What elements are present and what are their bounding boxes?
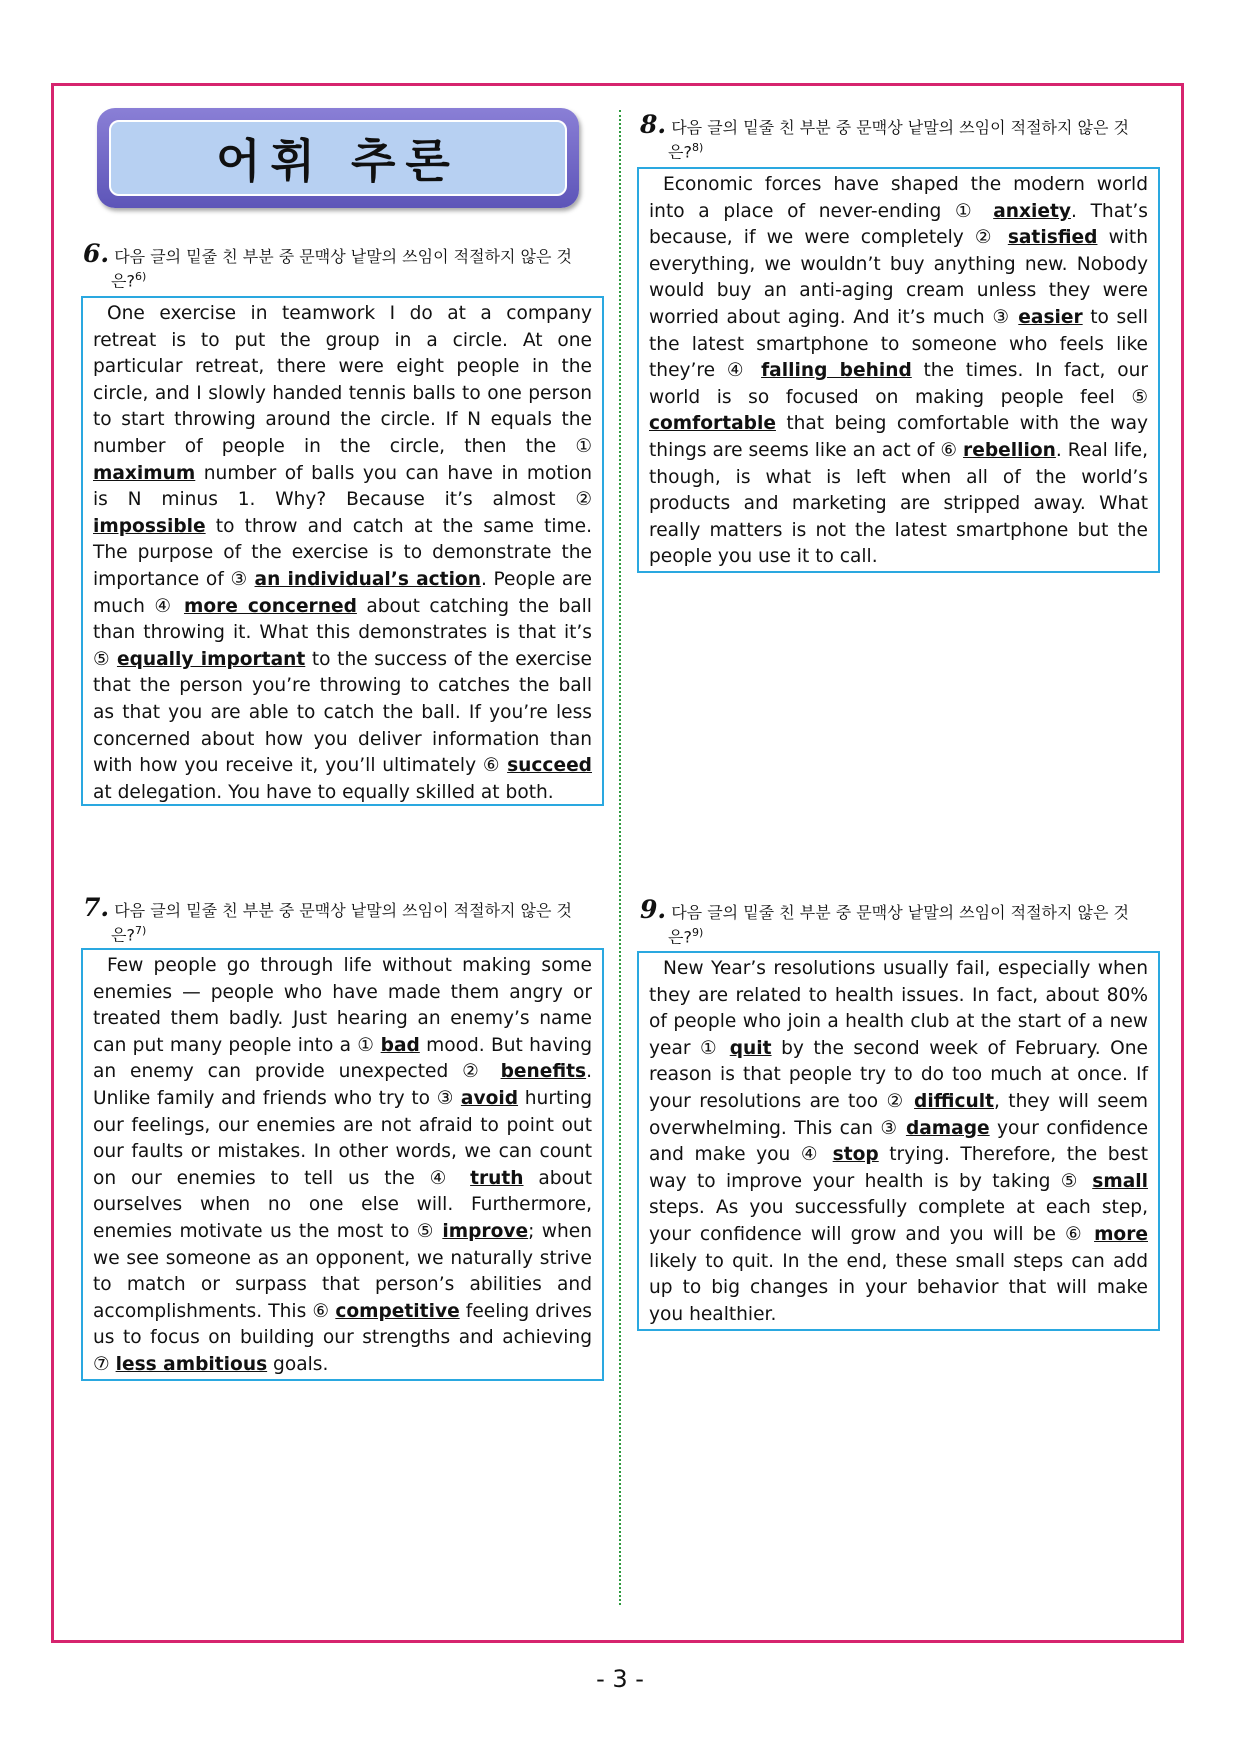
underlined-choice: easier bbox=[1018, 306, 1083, 328]
underlined-choice: truth bbox=[470, 1167, 524, 1189]
section-title-panel bbox=[109, 120, 567, 196]
underlined-choice: anxiety bbox=[993, 200, 1071, 222]
section-title-badge bbox=[97, 108, 579, 208]
question-8-header bbox=[640, 110, 1160, 162]
underlined-choice: impossible bbox=[93, 515, 206, 537]
passage-text: Few people go through life without making some enemies — people who have made them angry or treated them badly. Just hearing an enemy’s name can put many people into a ① bad mood. But having an enemy can provide unexpected ② benefits. Unlike family and friends who try to ③ avoid hurting our feelings, our enemies are not afraid to point out our faults or mistakes. In other words, we can count on our enemies to tell us the ④ truth about ourselves when no one else will. Furthermore, enemies motivate us the most to ⑤ improve; when we see someone as an opponent, we naturally strive to match or surpass that person’s abilities and accomplishments. This ⑥ competitive feeling drives us to focus on building our strengths and achieving ⑦ less ambitious goals. bbox=[93, 955, 593, 1375]
question-number: 7. bbox=[83, 893, 110, 922]
question-8-passage bbox=[637, 167, 1160, 573]
question-prompt: 다음 글의 밑줄 친 부분 중 문맥상 낱말의 쓰임이 적절하지 않은 것 bbox=[671, 118, 1130, 137]
underlined-choice: rebellion bbox=[963, 439, 1056, 461]
underlined-choice: avoid bbox=[460, 1087, 519, 1109]
underlined-choice: comfortable bbox=[649, 413, 776, 435]
underlined-choice: more concerned bbox=[183, 595, 357, 617]
underlined-choice: falling behind bbox=[761, 360, 912, 382]
passage-text: One exercise in teamwork I do at a company retreat is to put the group in a circle. At one particular retreat, there were eight people in the circle, and I slowly handed tennis balls to one person to start throwing around the circle. If N equals the number of people in the circle, then the ① maximum number of balls you can have in motion is N minus 1. Why? Because it’s almost ② impossible to throw and catch at the same time. The purpose of the exercise is to demonstrate the importance of ③ an individual’s action. People are much ④ more concerned about catching the ball than throwing it. What this demonstrates is that it’s ⑤ equally important to the success of the exercise that the person you’re throwing to catches the ball as that you are able to catch the ball. If you’re less concerned about how you deliver information than with how you receive it, you’ll ultimately ⑥ succeed at delegation. You have to equally skilled at both. bbox=[93, 303, 592, 803]
underlined-choice: quit bbox=[729, 1037, 772, 1059]
underlined-choice: more bbox=[1094, 1223, 1148, 1245]
question-6-header bbox=[83, 239, 603, 291]
underlined-choice: less ambitious bbox=[115, 1353, 268, 1375]
underlined-choice: small bbox=[1092, 1170, 1148, 1192]
underlined-choice: competitive bbox=[335, 1300, 460, 1322]
question-9-header bbox=[640, 895, 1160, 947]
page-number: - 3 - bbox=[596, 1665, 644, 1693]
passage-text: Economic forces have shaped the modern world into a place of never-ending ① anxiety. That’s because, if we were completely ② satisfied with everything, we wouldn’t buy anything new. Nobody would buy an anti-aging cream unless they were worried about aging. And it’s much ③ easier to sell the latest smartphone to someone who feels like they’re ④ falling behind the times. In fact, our world is so focused on making people feel ⑤ comfortable that being comfortable with the way things are seems like an act of ⑥ rebellion. Real life, though, is what is left when all of the world’s products and marketing are stripped away. What really matters is not the latest smartphone but the people you use it to call. bbox=[649, 174, 1149, 568]
underlined-choice: stop bbox=[832, 1144, 879, 1166]
underlined-choice: benefits bbox=[500, 1061, 587, 1083]
footnote-ref: 7) bbox=[134, 924, 147, 937]
question-7-passage bbox=[81, 948, 604, 1381]
question-6-passage bbox=[81, 296, 604, 806]
underlined-choice: damage bbox=[905, 1117, 990, 1139]
question-prompt: 다음 글의 밑줄 친 부분 중 문맥상 낱말의 쓰임이 적절하지 않은 것 bbox=[114, 901, 573, 920]
question-number: 6. bbox=[83, 239, 110, 268]
question-number: 9. bbox=[640, 895, 667, 924]
question-prompt: 다음 글의 밑줄 친 부분 중 문맥상 낱말의 쓰임이 적절하지 않은 것 bbox=[114, 247, 573, 266]
question-9-passage bbox=[637, 951, 1160, 1331]
question-prompt-cont: 은? bbox=[668, 927, 692, 947]
question-number: 8. bbox=[640, 110, 667, 139]
footnote-ref: 9) bbox=[691, 926, 704, 939]
question-prompt: 다음 글의 밑줄 친 부분 중 문맥상 낱말의 쓰임이 적절하지 않은 것 bbox=[671, 903, 1130, 922]
footnote-ref: 8) bbox=[691, 141, 704, 154]
section-title: 어휘 추론 bbox=[216, 134, 460, 188]
underlined-choice: succeed bbox=[507, 755, 592, 777]
question-prompt-cont: 은? bbox=[668, 142, 692, 162]
underlined-choice: improve bbox=[442, 1220, 529, 1242]
question-7-header bbox=[83, 893, 603, 945]
underlined-choice: satisfied bbox=[1007, 227, 1098, 249]
underlined-choice: maximum bbox=[93, 462, 196, 484]
question-prompt-cont: 은? bbox=[111, 925, 135, 945]
underlined-choice: equally important bbox=[116, 648, 306, 670]
underlined-choice: difficult bbox=[914, 1090, 994, 1112]
footnote-ref: 6) bbox=[134, 270, 147, 283]
underlined-choice: bad bbox=[380, 1034, 420, 1056]
question-prompt-cont: 은? bbox=[111, 271, 135, 291]
column-divider bbox=[619, 110, 621, 1605]
underlined-choice: an individual’s action bbox=[254, 568, 481, 590]
passage-text: New Year’s resolutions usually fail, especially when they are related to health issues. In fact, about 80% of people who join a health club at the start of a new year ① quit by the second week of February. One reason is that people try to do too much at once. If your resolutions are too ② difficult, they will seem overwhelming. This can ③ damage your confidence and make you ④ stop trying. Therefore, the best way to improve your health is by taking ⑤ small steps. As you successfully complete at each step, your confidence will grow and you will be ⑥ more likely to quit. In the end, these small steps can add up to big changes in your behavior that will make you healthier. bbox=[649, 958, 1149, 1325]
